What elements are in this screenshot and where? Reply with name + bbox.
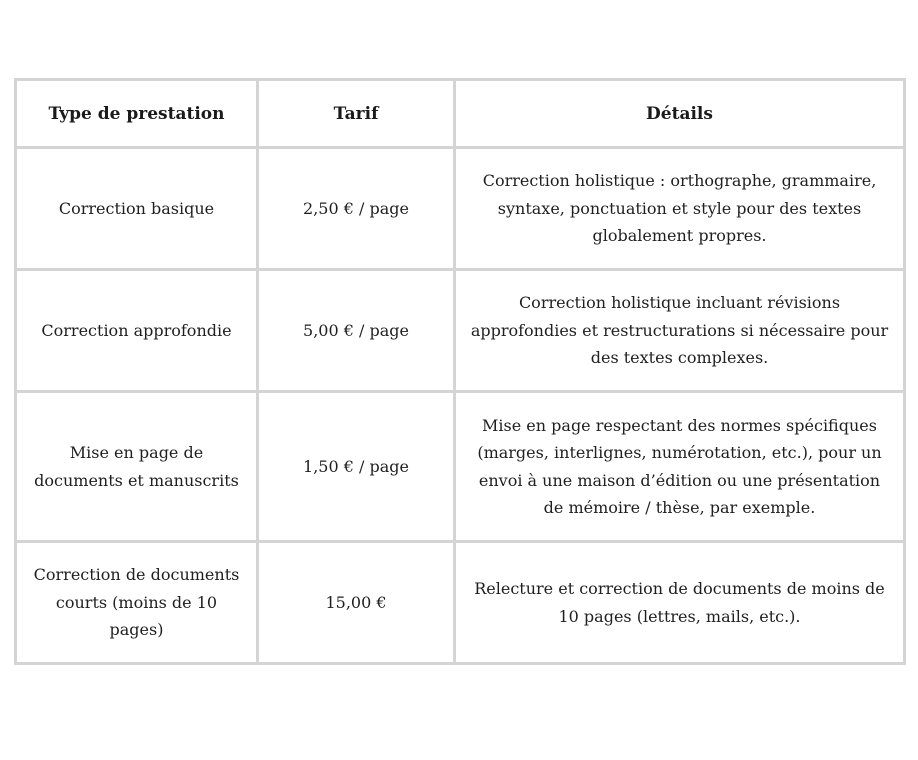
cell-tarif: 1,50 € / page <box>258 392 455 542</box>
cell-type: Correction basique <box>16 148 258 270</box>
cell-tarif: 15,00 € <box>258 542 455 664</box>
table-header-row <box>16 80 905 148</box>
cell-details: Correction holistique incluant révisions approfondies et restructurations si nécessaire pour des textes complexes. <box>455 270 905 392</box>
header-type: Type de prestation <box>16 80 258 148</box>
cell-type: Mise en page de documents et manuscrits <box>16 392 258 542</box>
table-row <box>16 148 905 270</box>
cell-tarif: 5,00 € / page <box>258 270 455 392</box>
header-tarif: Tarif <box>258 80 455 148</box>
table-row <box>16 270 905 392</box>
cell-details: Relecture et correction de documents de moins de 10 pages (lettres, mails, etc.). <box>455 542 905 664</box>
table-row <box>16 392 905 542</box>
cell-type: Correction approfondie <box>16 270 258 392</box>
cell-type: Correction de documents courts (moins de 10 pages) <box>16 542 258 664</box>
cell-tarif: 2,50 € / page <box>258 148 455 270</box>
cell-details: Correction holistique : orthographe, grammaire, syntaxe, ponctuation et style pour des textes globalement propres. <box>455 148 905 270</box>
cell-details: Mise en page respectant des normes spécifiques (marges, interlignes, numérotation, etc.), pour un envoi à une maison d’édition ou une présentation de mémoire / thèse, par exemple. <box>455 392 905 542</box>
pricing-table <box>14 78 906 665</box>
header-details: Détails <box>455 80 905 148</box>
table-row <box>16 542 905 664</box>
